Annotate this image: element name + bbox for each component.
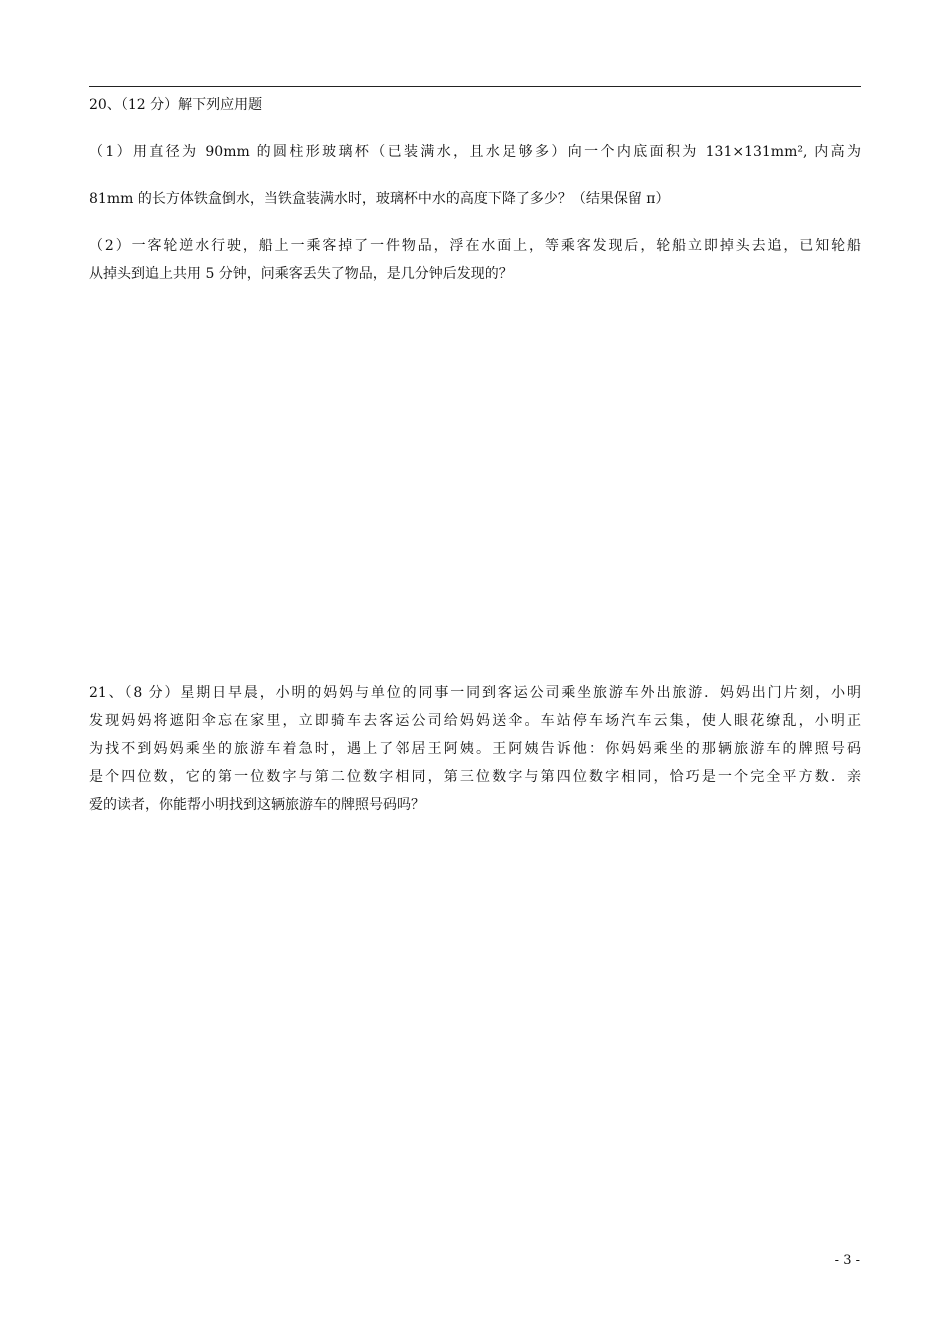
header-rule [89, 86, 861, 87]
q20-part1-line1: （1）用直径为 90mm 的圆柱形玻璃杯（已装满水，且水足够多）向一个内底面积为 131×131mm², 内高为 [89, 144, 861, 160]
q21-line5: 爱的读者，你能帮小明找到这辆旅游车的牌照号码吗？ [89, 797, 425, 813]
q21-line1: 21、（8 分）星期日早晨，小明的妈妈与单位的同事一同到客运公司乘坐旅游车外出旅游．妈妈出门片刻，小明 [89, 685, 861, 701]
q21-line4: 是个四位数，它的第一位数字与第二位数字相同，第三位数字与第四位数字相同，恰巧是一个完全平方数．亲 [89, 769, 861, 785]
q21-line3: 为找不到妈妈乘坐的旅游车着急时，遇上了邻居王阿姨。王阿姨告诉他：你妈妈乘坐的那辆旅游车的牌照号码 [89, 741, 861, 757]
q20-part1-line2: 81mm 的长方体铁盒倒水，当铁盒装满水时，玻璃杯中水的高度下降了多少？（结果保留 π） [89, 191, 670, 207]
q20-part2-line1: （2）一客轮逆水行驶，船上一乘客掉了一件物品，浮在水面上，等乘客发现后，轮船立即掉头去追，已知轮船 [89, 238, 861, 254]
page-number: - 3 - [834, 1253, 860, 1268]
q20-part2-line2: 从掉头到追上共用 5 分钟，问乘客丢失了物品，是几分钟后发现的？ [89, 266, 513, 282]
q21-line2: 发现妈妈将遮阳伞忘在家里，立即骑车去客运公司给妈妈送伞。车站停车场汽车云集，使人眼花缭乱，小明正 [89, 713, 861, 729]
q20-heading: 20、（12 分）解下列应用题 [89, 97, 263, 113]
